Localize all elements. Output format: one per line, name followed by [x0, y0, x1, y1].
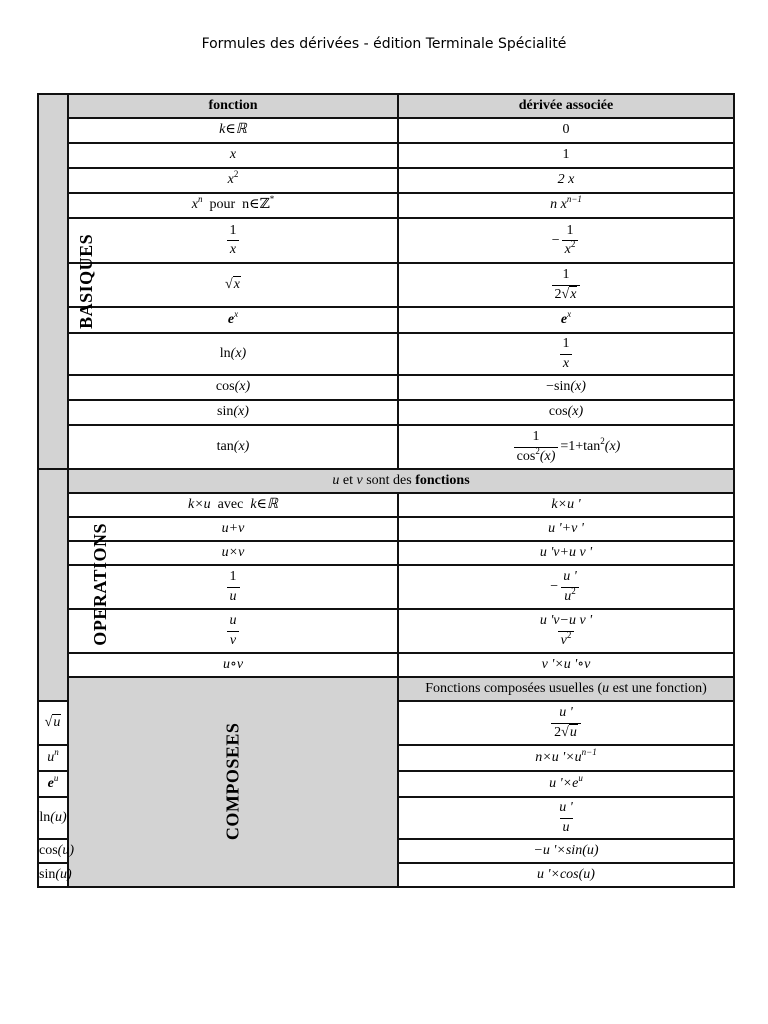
function-cell [68, 218, 398, 263]
formula: u '+v ' [548, 520, 584, 536]
denominator [514, 447, 559, 465]
formula: 2 x [557, 172, 575, 188]
formula-exponent: x [567, 308, 572, 319]
sqrt-symbol: √ [561, 724, 569, 740]
function-name: −sin [546, 379, 571, 395]
function-cell [38, 863, 72, 887]
function-argument: (u) [50, 809, 67, 825]
function-cell [38, 771, 68, 797]
section-label-composees [68, 677, 398, 887]
formula-base: u '×e [549, 775, 579, 791]
derivative-cell [398, 745, 734, 771]
function-cell [68, 425, 398, 469]
function-cell [68, 653, 398, 677]
function-name: sin [39, 866, 56, 882]
function-argument: (x) [570, 379, 586, 395]
column-header-derivative: dérivée associée [398, 94, 734, 118]
function-cell [68, 400, 398, 425]
function-cell [68, 307, 398, 333]
denominator: v [227, 631, 239, 649]
denominator: u [560, 818, 573, 836]
table-row [38, 609, 734, 653]
formula-base: u [564, 588, 572, 604]
function-cell [38, 797, 68, 839]
formula-exponent: 2 [570, 239, 576, 249]
fraction [227, 613, 240, 648]
function-cell [68, 493, 398, 517]
formula: 0 [562, 122, 570, 138]
formula: u∘v [222, 656, 244, 672]
sqrt-argument: u [53, 714, 61, 730]
function-cell [68, 168, 398, 193]
formula-exponent: 2 [535, 445, 540, 456]
formula: 1 [562, 147, 570, 163]
formula-exponent: * [269, 194, 275, 205]
numerator: u [229, 613, 237, 629]
formula-exponent: n−1 [566, 194, 582, 205]
banner-var: u [602, 680, 610, 696]
formula-text: pour n∈ℤ [202, 197, 270, 213]
function-argument: (x) [539, 448, 556, 464]
derivative-cell [398, 218, 734, 263]
function-cell [68, 517, 398, 541]
formula: u 'v+u v ' [539, 544, 593, 560]
derivative-cell [398, 541, 734, 565]
denominator [561, 587, 579, 605]
section-banner-row [38, 677, 734, 701]
fraction [560, 569, 580, 604]
section-banner [398, 677, 734, 701]
column-header-function: fonction [68, 94, 398, 118]
derivative-cell [398, 333, 734, 375]
section-banner-row [38, 469, 734, 493]
formula-base: v [560, 632, 567, 648]
formula: u×v [221, 544, 245, 560]
table-row [38, 307, 734, 333]
denominator [562, 240, 579, 258]
table-row [38, 193, 734, 218]
fraction [556, 800, 576, 835]
formula-exponent: 2 [600, 436, 605, 447]
table-header-row [38, 94, 734, 118]
fraction [227, 569, 240, 604]
fraction [537, 613, 595, 648]
table-row [38, 333, 734, 375]
sqrt-argument: u [569, 724, 577, 740]
numerator: 1 [532, 429, 540, 445]
sqrt-argument: x [233, 276, 240, 292]
table-row [38, 653, 734, 677]
function-argument: (x) [233, 404, 249, 420]
derivative-cell [398, 493, 734, 517]
numerator: u ' [559, 705, 573, 721]
denominator: u [227, 587, 240, 605]
numerator: 1 [229, 569, 237, 585]
derivative-cell [398, 839, 734, 863]
sqrt-symbol: √ [561, 286, 570, 302]
formula-exponent: u [53, 772, 59, 783]
fraction [514, 429, 559, 464]
function-argument: (x) [604, 439, 621, 455]
banner-text: et [339, 472, 357, 488]
section-label-basiques [38, 94, 97, 469]
function-cell [68, 375, 398, 400]
formula-base: x [564, 242, 571, 257]
coefficient: 2 [554, 286, 562, 302]
formula: k∈ℝ [219, 122, 247, 138]
function-cell [68, 263, 398, 307]
sqrt-argument: x [570, 286, 577, 302]
derivative-cell [398, 863, 734, 887]
function-argument: (x) [233, 438, 250, 454]
function-argument: (x) [234, 379, 251, 395]
banner-text: sont des [362, 472, 416, 488]
derivative-cell [398, 653, 734, 677]
numerator: u ' [559, 800, 573, 816]
table-row [38, 143, 734, 168]
table-row [38, 118, 734, 143]
table-row [38, 375, 734, 400]
coefficient: 2 [554, 724, 562, 740]
banner-bold-text: fonctions [415, 472, 470, 488]
formula-base: e [47, 775, 54, 791]
function-cell [68, 541, 398, 565]
function-cell [68, 565, 398, 609]
formula-exponent: x [234, 308, 239, 319]
numerator: 1 [229, 222, 237, 238]
banner-var: u [332, 472, 340, 488]
formula: k∈ℝ [250, 496, 278, 512]
derivative-cell [398, 517, 734, 541]
banner-text: Fonctions composées usuelles ( [425, 680, 603, 696]
derivative-cell [398, 193, 734, 218]
function-name: cos [548, 404, 568, 420]
function-argument: (x) [567, 404, 584, 420]
denominator [558, 631, 575, 649]
formula: k×u ' [551, 496, 581, 512]
derivative-cell [398, 118, 734, 143]
derivative-cell [398, 771, 734, 797]
numerator: 1 [562, 336, 570, 352]
table-row [38, 263, 734, 307]
derivative-cell [398, 143, 734, 168]
formula-exponent: u [578, 772, 583, 783]
fraction [562, 223, 579, 258]
derivative-cell [398, 307, 734, 333]
function-name: cos [516, 448, 536, 464]
formula: k×u [188, 496, 211, 512]
function-argument: (x) [230, 345, 247, 361]
derivative-cell [398, 701, 734, 745]
sqrt-symbol: √ [44, 714, 53, 730]
denominator: x [227, 240, 239, 258]
equality: =1+tan [560, 439, 601, 455]
derivative-cell [398, 565, 734, 609]
derivative-cell [398, 797, 734, 839]
function-cell [68, 118, 398, 143]
denominator: x [560, 354, 572, 372]
numerator: 1 [562, 267, 570, 283]
table-row [38, 425, 734, 469]
formula: u '×cos [537, 866, 579, 882]
numerator: u ' [563, 569, 577, 585]
table-row [38, 565, 734, 609]
function-cell [68, 193, 398, 218]
function-cell [68, 143, 398, 168]
function-cell [68, 333, 398, 375]
function-cell [68, 609, 398, 653]
formula-base: e [227, 311, 235, 327]
table-row [38, 493, 734, 517]
formula: u+v [221, 520, 245, 536]
table-row [38, 400, 734, 425]
fraction [552, 267, 581, 302]
formula: x [229, 147, 237, 163]
section-label-text: BASIQUES [76, 233, 97, 329]
function-cell [38, 701, 68, 745]
table-row [38, 517, 734, 541]
function-name: cos [39, 842, 58, 858]
function-argument: (u) [578, 866, 595, 882]
denominator [551, 723, 581, 741]
minus-sign: − [551, 232, 560, 248]
function-argument: (u) [57, 842, 74, 858]
derivative-cell [398, 375, 734, 400]
formula-base: x [227, 172, 234, 188]
section-banner [68, 469, 734, 493]
formula-exponent: n [54, 746, 59, 757]
sqrt-symbol: √ [225, 276, 233, 292]
derivative-cell [398, 263, 734, 307]
fraction [560, 336, 573, 371]
formula-base: u [47, 749, 55, 765]
function-argument: (u) [55, 866, 72, 882]
table-row [38, 168, 734, 193]
fraction [227, 223, 240, 258]
denominator [552, 285, 581, 303]
numerator: u 'v−u v ' [539, 613, 593, 629]
formula-exponent: 2 [566, 629, 572, 640]
banner-text: est une fonction) [609, 680, 707, 696]
numerator: 1 [566, 222, 574, 238]
derivatives-table [37, 93, 735, 888]
function-cell [38, 839, 74, 863]
page-title: Formules des dérivées - édition Terminale Spécialité [201, 36, 567, 52]
function-argument: (u) [582, 842, 599, 858]
formula-exponent: 2 [233, 169, 239, 180]
banner-var: v [356, 472, 363, 488]
table-row [38, 541, 734, 565]
function-name: cos [215, 379, 235, 395]
fraction [551, 705, 581, 740]
derivative-cell [398, 400, 734, 425]
formula-exponent: n−1 [581, 746, 597, 757]
formula-base: x [191, 197, 198, 213]
formula: −u '×sin [533, 842, 583, 858]
derivative-cell [398, 425, 734, 469]
section-label-text: OPERATIONS [90, 523, 110, 647]
function-name: ln [39, 809, 51, 825]
function-name: ln [219, 345, 231, 361]
function-cell [38, 745, 68, 771]
minus-sign: − [550, 579, 559, 595]
formula-base: e [560, 311, 568, 327]
derivative-cell [398, 609, 734, 653]
section-label-text: COMPOSEES [222, 723, 243, 841]
function-name: sin [217, 404, 234, 420]
derivative-cell [398, 168, 734, 193]
formula-exponent: n [197, 194, 203, 205]
section-label-operations [38, 469, 110, 701]
formula-text: avec [210, 496, 251, 512]
formula-base: n x [550, 197, 567, 213]
formula: v '×u '∘v [541, 656, 591, 672]
formula-base: n×u '×u [535, 749, 582, 765]
formula-exponent: 2 [571, 585, 576, 596]
function-name: tan [216, 438, 234, 454]
table-row [38, 218, 734, 263]
